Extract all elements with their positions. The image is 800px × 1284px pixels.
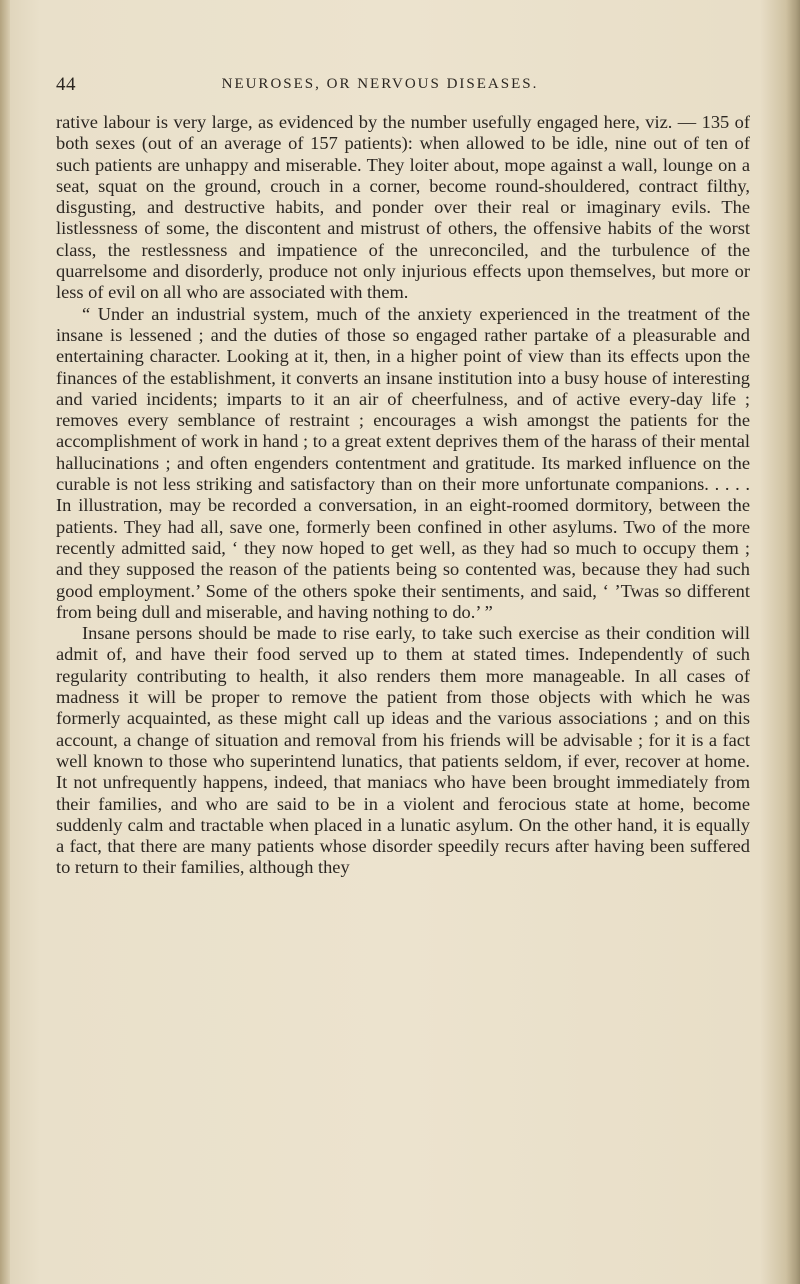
running-head <box>56 74 756 96</box>
paragraph-quotation: “ Under an industrial system, much of the anxiety experienced in the treatment of the insane is lessened ; and the duties of those so engaged rather partake of a pleasurable and entertaining character. Looking at it, then, in a higher point of view than its effects upon the finances of the establishment, it converts an insane institution into a busy house of interesting and varied incidents; imparts to it an air of cheerfulness, and of active every-day life ; removes every semblance of restraint ; encourages a wish amongst the patients for the accomplishment of work in hand ; to a great extent deprives them of the harass of their mental hallucinations ; and often engenders contentment and gratitude. Its marked influence on the curable is not less striking and satisfactory than on their more unfortunate companions. . . . . In illustration, may be recorded a conversation, in an eight-roomed dormitory, between the patients. They had all, save one, formerly been confined in other asylums. Two of the more recently admitted said, ‘ they now hoped to get well, as they had so much to occupy them ; and they supposed the reason of the patients being so contented was, because they had such good employment.’ Some of the others spoke their sentiments, and said, ‘ ’Twas so different from being dull and miserable, and having nothing to do.’ ” <box>56 303 750 622</box>
page-binding-edge <box>0 0 10 1284</box>
paragraph-insane-persons: Insane persons should be made to rise early, to take such exercise as their condition will admit of, and have their food served up to them at stated times. Independently of such regularity contributing to health, it also renders them more manageable. In all cases of madness it will be proper to remove the patient from those objects with which he was formerly acquainted, as these might call up ideas and the various associations ; and on this account, a change of situation and removal from his friends will be advisable ; for it is a fact well known to those who superintend lunatics, that patients seldom, if ever, recover at home. It not unfrequently happens, indeed, that maniacs who have been brought immediately from their families, and who are said to be in a violent and ferocious state at home, become suddenly calm and tractable when placed in a lunatic asylum. On the other hand, it is equally a fact, that there are many patients whose disorder speedily recurs after having been suffered to return to their families, although they <box>56 623 750 878</box>
body-text <box>56 112 750 879</box>
running-title: NEUROSES, OR NERVOUS DISEASES. <box>221 76 539 92</box>
paragraph-continuation: rative labour is very large, as evidenced by the number usefully engaged here, viz. — 135 of both sexes (out of an average of 157 patients): when allowed to be idle, nine out of ten of such patients are unhappy and miserable. They loiter about, mope against a wall, lounge on a seat, squat on the ground, crouch in a corner, become round-shouldered, contract filthy, disgusting, and destructive habits, and ponder over their real or imaginary evils. The listlessness of some, the discontent and mistrust of others, the offensive habits of the worst class, the restlessness and impatience of the unreconciled, and the turbulence of the quarrelsome and disorderly, produce not only injurious effects upon themselves, but more or less of evil on all who are associated with them. <box>56 112 750 303</box>
page-number: 44 <box>56 74 76 95</box>
page-fore-edge-shadow <box>786 0 800 1284</box>
